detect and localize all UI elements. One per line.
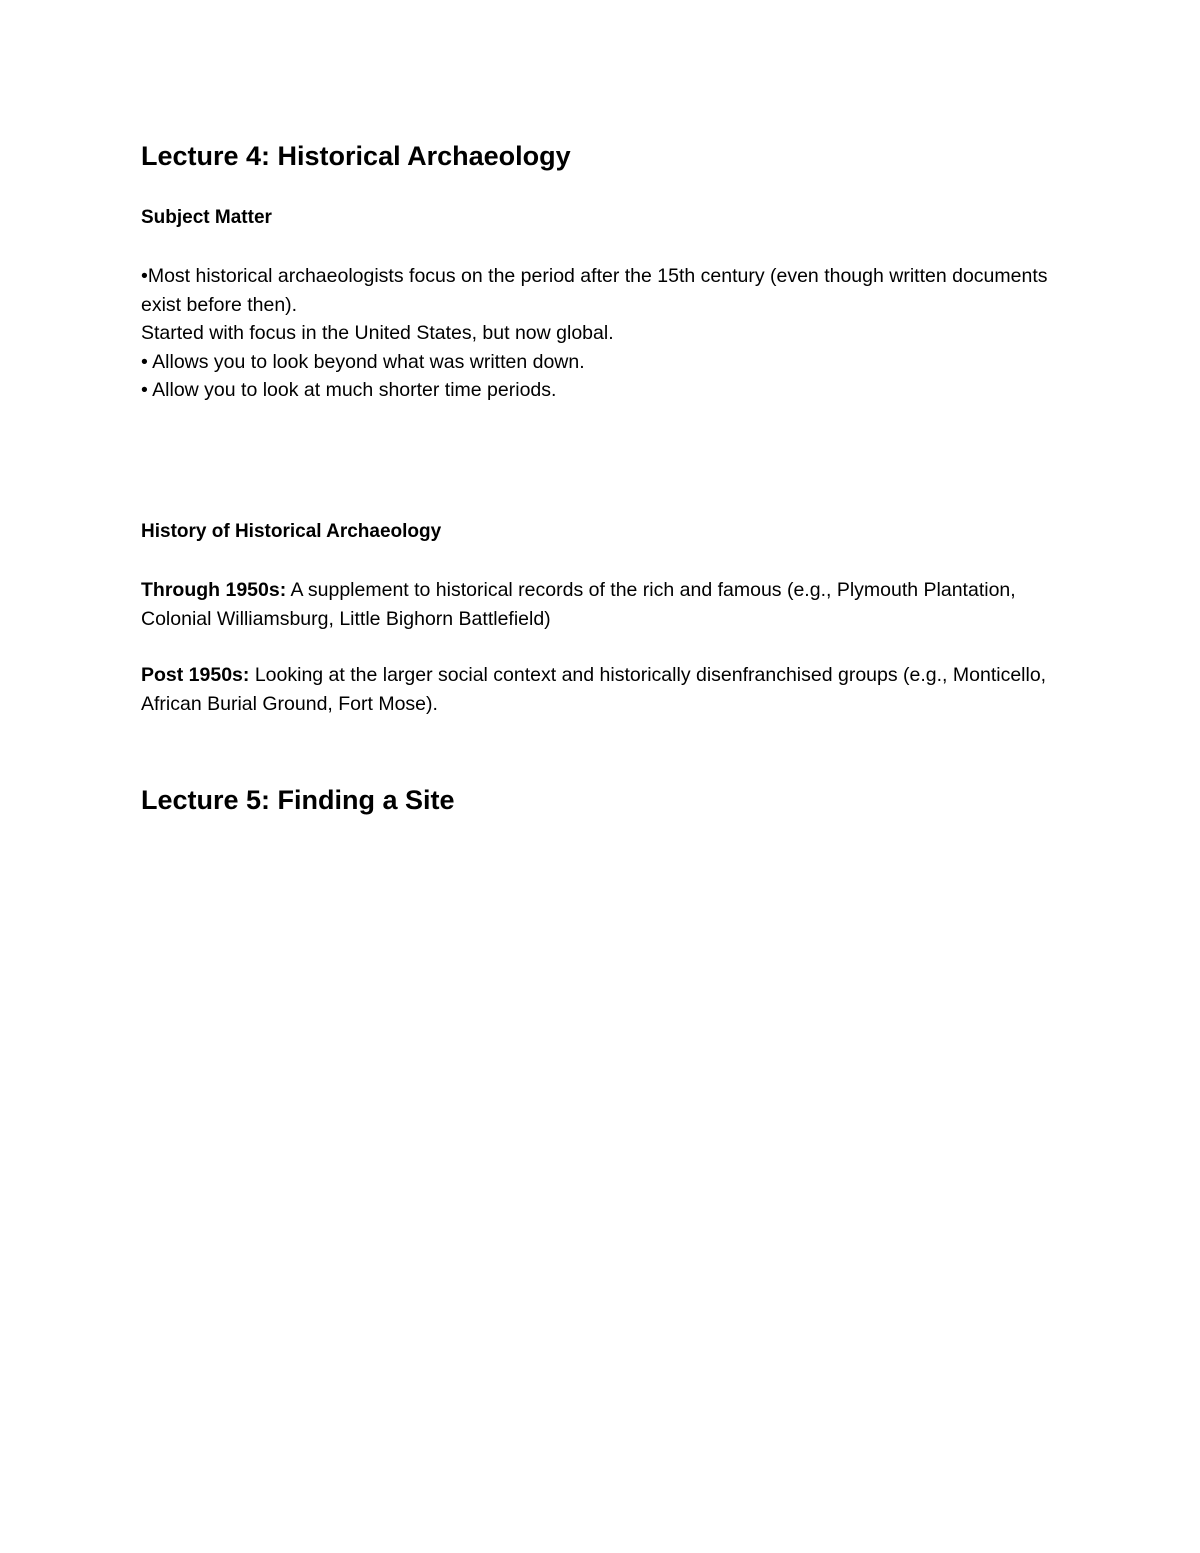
lecture-4-title: Lecture 4: Historical Archaeology (141, 141, 571, 171)
subject-line-shorter-periods: • Allow you to look at much shorter time periods. (141, 379, 557, 401)
subject-matter-list (141, 262, 1061, 405)
post-1950s-text: Looking at the larger social context and historically disenfranchised groups (e.g., Monticello, African Burial Ground, Fort Mose). (141, 664, 1047, 715)
through-1950s-label: Through 1950s: (141, 579, 287, 601)
subject-line-beyond-written: • Allows you to look beyond what was written down. (141, 350, 585, 373)
lecture-5-title: Lecture 5: Finding a Site (141, 785, 455, 815)
subject-matter-heading: Subject Matter (141, 207, 272, 228)
through-1950s-paragraph (141, 576, 1061, 633)
subject-line-global: Started with focus in the United States, but now global. (141, 322, 614, 344)
subject-line-period: •Most historical archaeologists focus on the period after the 15th century (even though written documents exist before then). (141, 265, 1048, 316)
post-1950s-label: Post 1950s: (141, 664, 250, 686)
through-1950s-text: A supplement to historical records of the rich and famous (e.g., Plymouth Plantation, Colonial Williamsburg, Little Bighorn Battlefield) (141, 579, 1016, 630)
post-1950s-paragraph (141, 661, 1061, 718)
history-heading: History of Historical Archaeology (141, 521, 442, 542)
